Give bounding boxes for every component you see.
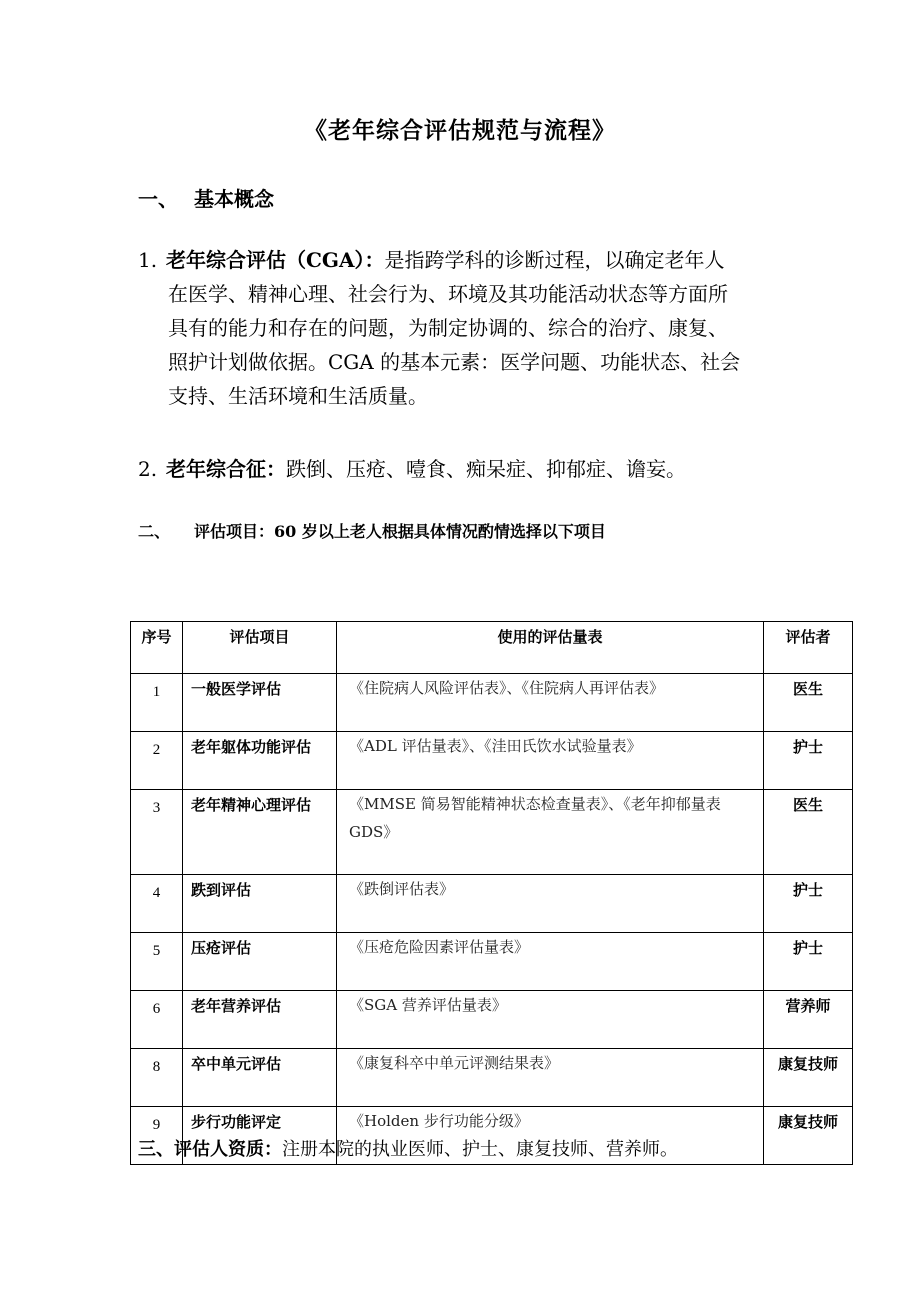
cell-item: 老年精神心理评估 [183,790,337,875]
cell-index: 8 [131,1049,183,1107]
header-scale: 使用的评估量表 [337,622,764,674]
cell-index: 9 [131,1107,183,1165]
definition-text-line4: 照护计划做依据。CGA 的基本元素：医学问题、功能状态、社会 [168,350,741,374]
cell-assessor: 康复技师 [764,1107,853,1165]
qualification-label: 三、评估人资质： [138,1139,282,1160]
table-header-row [131,622,853,674]
cell-item: 卒中单元评估 [183,1049,337,1107]
cell-scale: 《MMSE 简易智能精神状态检查量表》、《老年抑郁量表 GDS》 [337,790,764,875]
section-number: 二、 [138,522,171,541]
table-row [131,674,853,732]
cell-assessor: 护士 [764,875,853,933]
cell-index: 1 [131,674,183,732]
cell-assessor: 康复技师 [764,1049,853,1107]
section-heading-assessment-items [138,519,606,542]
term-cga: 老年综合评估（CGA）： [166,248,385,272]
term-geriatric-syndrome: 老年综合征： [166,457,286,481]
cell-item: 压疮评估 [183,933,337,991]
cell-scale: 《SGA 营养评估量表》 [337,991,764,1049]
definition-text-line2: 在医学、精神心理、社会行为、环境及其功能活动状态等方面所 [168,282,728,306]
item-index: 1. [138,248,158,272]
table-row [131,991,853,1049]
table-row [131,875,853,933]
section-label: 评估项目：60 岁以上老人根据具体情况酌情选择以下项目 [194,522,606,541]
cell-index: 4 [131,875,183,933]
definition-text-line3: 具有的能力和存在的问题，为制定协调的、综合的治疗、康复、 [168,316,728,340]
header-item: 评估项目 [183,622,337,674]
section-label: 基本概念 [194,187,274,211]
cell-assessor: 医生 [764,674,853,732]
table-row [131,732,853,790]
cell-scale: 《跌倒评估表》 [337,875,764,933]
assessor-qualification [138,1135,678,1161]
cell-index: 2 [131,732,183,790]
cell-assessor: 医生 [764,790,853,875]
cell-scale: 《Holden 步行功能分级》 [337,1107,764,1165]
cell-item: 老年营养评估 [183,991,337,1049]
table-row [131,933,853,991]
cell-assessor: 护士 [764,732,853,790]
qualification-text: 注册本院的执业医师、护士、康复技师、营养师。 [282,1139,678,1160]
cell-index: 6 [131,991,183,1049]
cell-index: 3 [131,790,183,875]
section-heading-basic-concepts [138,183,274,212]
cell-item: 一般医学评估 [183,674,337,732]
cell-index: 5 [131,933,183,991]
cell-assessor: 护士 [764,933,853,991]
definition-text: 跌倒、压疮、噎食、痴呆症、抑郁症、谵妄。 [286,457,686,481]
cell-item: 老年躯体功能评估 [183,732,337,790]
section-number: 一、 [138,187,178,211]
cell-scale: 《压疮危险因素评估量表》 [337,933,764,991]
cell-scale: 《康复科卒中单元评测结果表》 [337,1049,764,1107]
header-assessor: 评估者 [764,622,853,674]
assessment-table [130,621,853,1165]
cell-scale: 《ADL 评估量表》、《洼田氏饮水试验量表》 [337,732,764,790]
definition-text-line5: 支持、生活环境和生活质量。 [168,384,428,408]
definition-cga [138,243,788,413]
document-title: 《老年综合评估规范与流程》 [304,117,616,144]
cell-assessor: 营养师 [764,991,853,1049]
table-row [131,1049,853,1107]
cell-scale: 《住院病人风险评估表》、《住院病人再评估表》 [337,674,764,732]
cell-item: 跌到评估 [183,875,337,933]
cell-item: 步行功能评定 [183,1107,337,1165]
table-row [131,790,853,875]
header-index: 序号 [131,622,183,674]
definition-text-line1: 是指跨学科的诊断过程，以确定老年人 [384,248,725,272]
definition-geriatric-syndrome [138,452,788,486]
item-index: 2. [138,457,158,481]
